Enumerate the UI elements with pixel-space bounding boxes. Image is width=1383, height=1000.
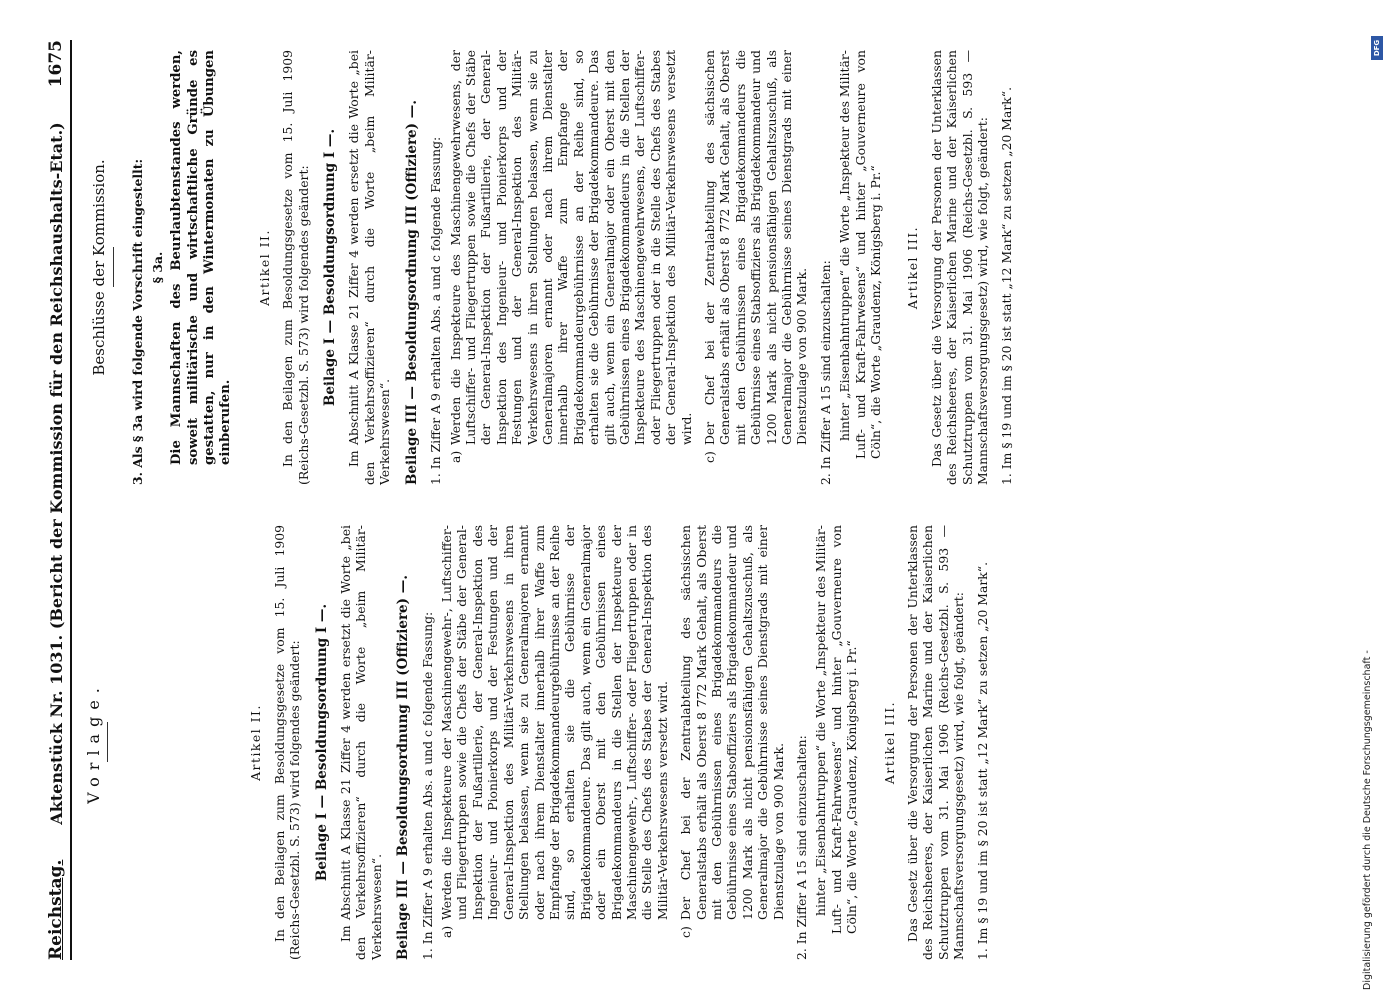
list-item: 1. Im § 19 und im § 20 ist statt „12 Mark“ zu setzen „20 Mark“. [998, 86, 1014, 485]
list-item: 1. In Ziffer A 9 erhalten Abs. a und c folgende Fassung: [419, 611, 435, 960]
header-title: Aktenstück Nr. 1031. (Bericht der Kommission für den Reichshaushalts-Etat.) [47, 122, 66, 825]
paragraph-sign: § 3a. [149, 251, 165, 284]
subparagraph-text: Werden die Inspekteure der Maschinengewehr-, Luftschiffer- und Fliegertruppen sowie die Chefs der Stäbe der General-Inspektion der Fußartillerie, der General-Inspektion des Ingenieur- und Pionierkorps und der Festungen und der General-Inspektion des Militär-Verkehrswesens in ihren Stellungen belassen, wenn sie zu Generalmajoren ernannt oder nach ihrem Dienstalter innerhalb ihrer Waffe zum Empfange der Brigadekommandeurgebührnisse an der Reihe sind, so erhalten sie die Gebührnisse der Brigadekommandeure. Das gilt auch, wenn ein Generalmajor oder ein Oberst mit den Gebührnissen eines Brigadekommandeurs in die Stellen der Inspekteure der Maschinengewehr-, Luftschiffer- oder Fliegertruppen oder in die Stelle des Chefs des Stabes der General-Inspektion des Militär-Verkehrswesens versetzt wird. [439, 525, 670, 920]
subparagraph-label: a) [447, 450, 463, 463]
article-text: In den Beilagen zum Besoldungsgesetze vom 15. Juli 1909 (Reichs-Gesetzbl. S. 573) wird folgendes geändert: [280, 50, 311, 485]
column-title: Beschlüsse der Kommission. [90, 159, 108, 376]
list-item-text: hinter „Eisenbahntruppen“ die Worte „Inspekteur des Militär-Luft- und Kraft-Fahrwesens“ und hinter „Gouverneure von Cöln“, die Worte „Graudenz, Königsberg i. Pr.“ [813, 525, 860, 934]
subparagraph-a [439, 525, 670, 938]
subparagraph-label: a) [439, 925, 455, 938]
header-left: Reichstag. [46, 859, 66, 960]
list-item: 2. In Ziffer A 15 sind einzuschalten: [794, 735, 809, 960]
subparagraph-text: Werden die Inspekteure des Maschinengewehrwesens, der Luftschiffer- und Fliegertruppen sowie die Chefs der Stäbe der General-Inspektion der Fußartillerie, der General-Inspektion des Ingenieur- und Pionierkorps und der Festungen und der General-Inspektion des Militär-Verkehrswesens in ihren Stellungen belassen, wenn sie zu Generalmajoren ernannt oder nach ihrem Dienstalter innerhalb ihrer Waffe zum Empfange der Brigadekommandeurgebührnisse an der Reihe sind, so erhalten sie die Gebührnisse der Brigadekommandeure. Das gilt auch, wenn ein Generalmajor oder ein Oberst mit den Gebührnissen eines Brigadekommandeurs in die Stellen der Inspekteure des Maschinengewehrwesens, der Luftschiffer- oder Fliegertruppen oder in die Stelle des Chefs des Stabes der General-Inspektion des Militär-Verkehrswesens versetzt wird. [447, 50, 694, 445]
beilage-heading: Beilage I — Besoldungsordnung I —. [322, 128, 339, 407]
subparagraph-label: c) [678, 926, 694, 938]
divider [113, 248, 114, 288]
subparagraph-text: Der Chef bei der Zentralabteilung des sächsischen Generalstabs erhält als Oberst 8 772 Mark Gehalt, als Oberst mit den Gebührnissen eines Brigadekommandeurs die Gebührnisse eines Stabsoffiziers als Brigadekommandeur und 1200 Mark als nicht pensionsfähigen Gehaltszuschuß, als Generalmajor die Gebührnisse seines Dienstgrads mit einer Dienstzulage von 900 Mark. [678, 525, 786, 920]
article-heading: Artikel II. [248, 704, 264, 781]
paragraph-text: Die Mannschaften des Beurlaubtenstandes werden, soweit militärische und wirtschaftliche Gründe es gestatten, nur in den Wintermonaten zu Übungen einberufen. [169, 50, 234, 465]
column-vorlage [86, 525, 994, 960]
beilage-heading: Beilage I — Besoldungsordnung I —. [313, 603, 330, 882]
beilage-text: Im Abschnitt A Klasse 21 Ziffer 4 werden ersetzt die Worte „bei den Verkehrsoffizieren“ durch die Worte „beim Militär-Verkehrswesen“. [338, 525, 384, 960]
dfg-logo: DFG [1371, 36, 1383, 60]
subparagraph-c [678, 525, 786, 938]
article-heading: Artikel II. [256, 229, 272, 306]
divider [107, 723, 108, 763]
article-text: Das Gesetz über die Versorgung der Personen der Unterklassen des Reichsheeres, der Kaiserlichen Marine und der Kaiserlichen Schutztruppen vom 31. Mai 1906 (Reichs-Gesetzbl. S. 593 — Mannschaftsversorgungsgesetz) wird, wie folgt, geändert: [928, 50, 991, 485]
subparagraph-text: Der Chef bei der Zentralabteilung des sächsischen Generalstabs erhält als Oberst 8 772 Mark Gehalt, als Oberst mit den Gebührnissen eines Brigadekommandeurs die Gebührnisse eines Stabsoffiziers als Brigadekommandeur und 1200 Mark als nicht pensionsfähigen Gehaltszuschuß, als Generalmajor die Gebührnisse seines Dienstgrads mit einer Dienstzulage von 900 Mark. [702, 50, 810, 445]
subparagraph-label: c) [702, 451, 717, 463]
point-heading: 3. Als § 3a wird folgende Vorschrift eingestellt: [130, 158, 146, 485]
article-text: In den Beilagen zum Besoldungsgesetze vom 15. Juli 1909 (Reichs-Gesetzbl. S. 573) wird folgendes geändert: [271, 525, 303, 960]
list-item-text: hinter „Eisenbahntruppen“ die Worte „Inspekteur des Militär-Luft- und Kraft-Fahrwesens“ und hinter „Gouverneure von Cöln“, die Worte „Graudenz, Königsberg i. Pr.“ [837, 50, 884, 459]
beilage-text: Im Abschnitt A Klasse 21 Ziffer 4 werden ersetzt die Worte „bei den Verkehrsoffizieren“ durch die Worte „beim Militär-Verkehrswesen“. [346, 50, 393, 485]
beilage-heading: Beilage III — Besoldungsordnung III (Offiziere) —. [395, 575, 412, 960]
column-beschluesse [86, 50, 1018, 485]
digitization-note: Digitalisierung gefördert durch die Deutsche Forschungsgemeinschaft - [1362, 650, 1373, 990]
subparagraph-a [447, 50, 695, 463]
article-heading: Artikel III. [905, 225, 921, 310]
page-header [32, 40, 72, 960]
list-item: 2. In Ziffer A 15 sind einzuschalten: [817, 260, 833, 485]
rotated-document [32, 40, 1372, 960]
page-number: 1675 [46, 40, 66, 88]
list-item: 1. In Ziffer A 9 erhalten Abs. a und c folgende Fassung: [428, 136, 444, 485]
article-heading: Artikel III. [881, 700, 897, 785]
article-text: Das Gesetz über die Versorgung der Personen der Unterklassen des Reichsheeres, der Kaiserlichen Marine und der Kaiserlichen Schutztruppen vom 31. Mai 1906 (Reichs-Gesetzbl. S. 593 — Mannschaftsversorgungsgesetz) wird, wie folgt, geändert: [905, 525, 967, 960]
column-title: Vorlage. [84, 681, 103, 804]
subparagraph-c [702, 50, 810, 463]
list-item: 1. Im § 19 und im § 20 ist statt „12 Mark“ zu setzen „20 Mark“. [974, 561, 990, 960]
beilage-heading: Beilage III — Besoldungsordnung III (Offiziere) —. [403, 100, 420, 485]
